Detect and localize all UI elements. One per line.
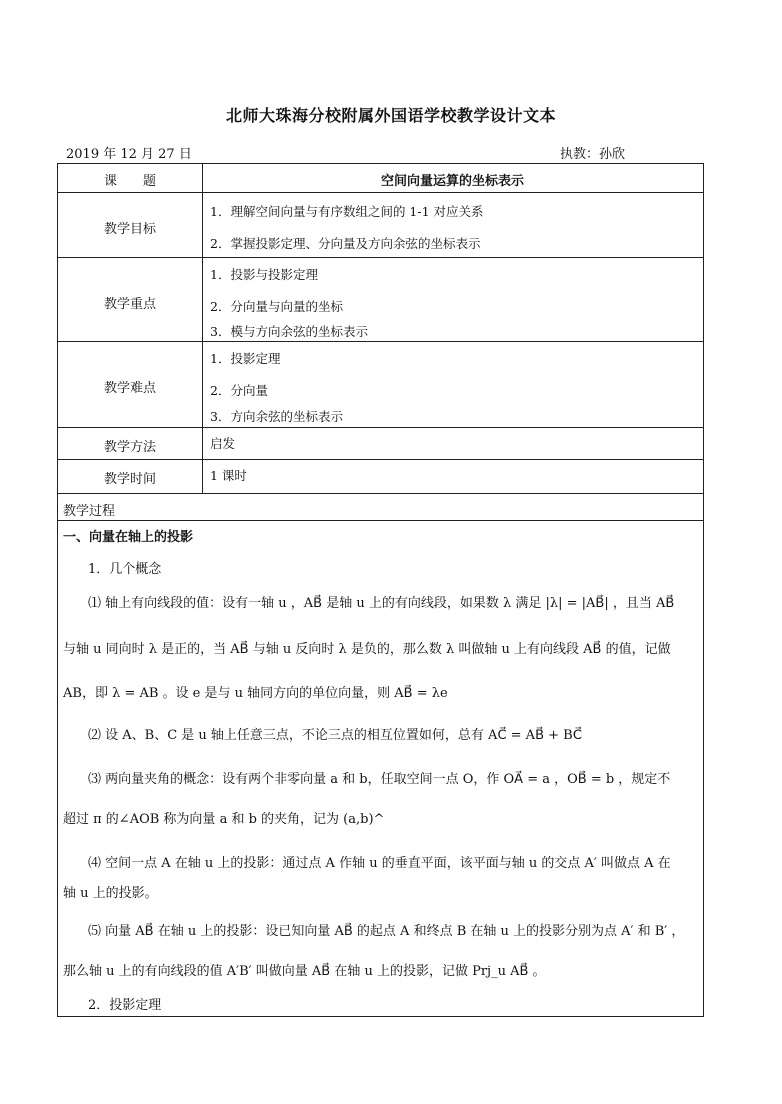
- subsection-heading: 2．投影定理: [88, 998, 162, 1013]
- process-paragraph: 超过 π 的∠AOB 称为向量 a 和 b 的夹角，记为 (a,b)^: [63, 812, 385, 827]
- difficult-point-item: 2．分向量: [210, 383, 268, 398]
- key-point-item: 1．投影与投影定理: [210, 267, 318, 282]
- process-paragraph: 与轴 u 同向时 λ 是正的，当 AB⃗ 与轴 u 反向时 λ 是负的，那么数 λ 叫做轴 u 上有向线段 AB⃗ 的值，记做: [63, 642, 671, 657]
- process-paragraph: ⑸ 向量 AB⃗ 在轴 u 上的投影：设已知向量 AB⃗ 的起点 A 和终点 B 在轴 u 上的投影分别为点 A′ 和 B′ ，: [88, 924, 685, 939]
- row-rule: [58, 459, 703, 460]
- row-rule: [58, 257, 703, 258]
- teacher-name: 执教：孙欣: [560, 147, 626, 162]
- process-paragraph: ⑵ 设 A、B、C 是 u 轴上任意三点，不论三点的相互位置如何，总有 AC⃗ = AB⃗ + BC⃗: [88, 728, 583, 743]
- lesson-topic: 空间向量运算的坐标表示: [380, 174, 524, 189]
- lesson-date: 2019 年 12 月 27 日: [66, 147, 192, 162]
- process-paragraph: ⑷ 空间一点 A 在轴 u 上的投影：通过点 A 作轴 u 的垂直平面，该平面与轴 u 的交点 A′ 叫做点 A 在: [88, 856, 671, 871]
- document-title: 北师大珠海分校附属外国语学校教学设计文本: [225, 106, 556, 125]
- time-label: 教学时间: [103, 472, 156, 487]
- section-heading: 一、向量在轴上的投影: [63, 530, 194, 545]
- row-rule: [58, 520, 703, 521]
- goals-label: 教学目标: [103, 222, 156, 237]
- process-paragraph: ⑶ 两向量夹角的概念：设有两个非零向量 a 和 b，任取空间一点 O，作 OA⃗ = a ，OB⃗ = b ，规定不: [88, 772, 671, 787]
- row-rule: [58, 192, 703, 193]
- topic-label: 课 题: [103, 174, 156, 189]
- method-label: 教学方法: [103, 440, 156, 455]
- key-point-item: 2．分向量与向量的坐标: [210, 299, 343, 314]
- key-point-item: 3．模与方向余弦的坐标表示: [210, 324, 368, 339]
- lesson-plan-table: [57, 163, 704, 1017]
- goal-item: 2．掌握投影定理、分向量及方向余弦的坐标表示: [210, 236, 481, 251]
- column-divider: [202, 164, 203, 493]
- row-rule: [58, 341, 703, 342]
- process-paragraph: AB，即 λ = AB 。设 e 是与 u 轴同方向的单位向量，则 AB⃗ = λe: [63, 686, 448, 701]
- difficult-point-item: 1．投影定理: [210, 351, 281, 366]
- teaching-time: 1 课时: [210, 468, 247, 483]
- process-paragraph: 那么轴 u 上的有向线段的值 A′B′ 叫做向量 AB⃗ 在轴 u 上的投影，记做 Prj_u AB⃗ 。: [63, 964, 546, 979]
- subsection-heading: 1．几个概念: [88, 562, 162, 577]
- process-paragraph: 轴 u 上的投影。: [63, 886, 158, 901]
- teaching-method: 启发: [210, 436, 236, 451]
- row-rule: [58, 493, 703, 494]
- difficult-point-item: 3．方向余弦的坐标表示: [210, 409, 343, 424]
- goal-item: 1．理解空间向量与有序数组之间的 1-1 对应关系: [210, 204, 484, 219]
- row-rule: [58, 427, 703, 428]
- key-points-label: 教学重点: [103, 297, 156, 312]
- process-label: 教学过程: [63, 504, 116, 519]
- difficult-points-label: 教学难点: [103, 381, 156, 396]
- process-paragraph: ⑴ 轴上有向线段的值：设有一轴 u ，AB⃗ 是轴 u 上的有向线段，如果数 λ 满足 |λ| = |AB⃗| ，且当 AB⃗: [88, 596, 675, 611]
